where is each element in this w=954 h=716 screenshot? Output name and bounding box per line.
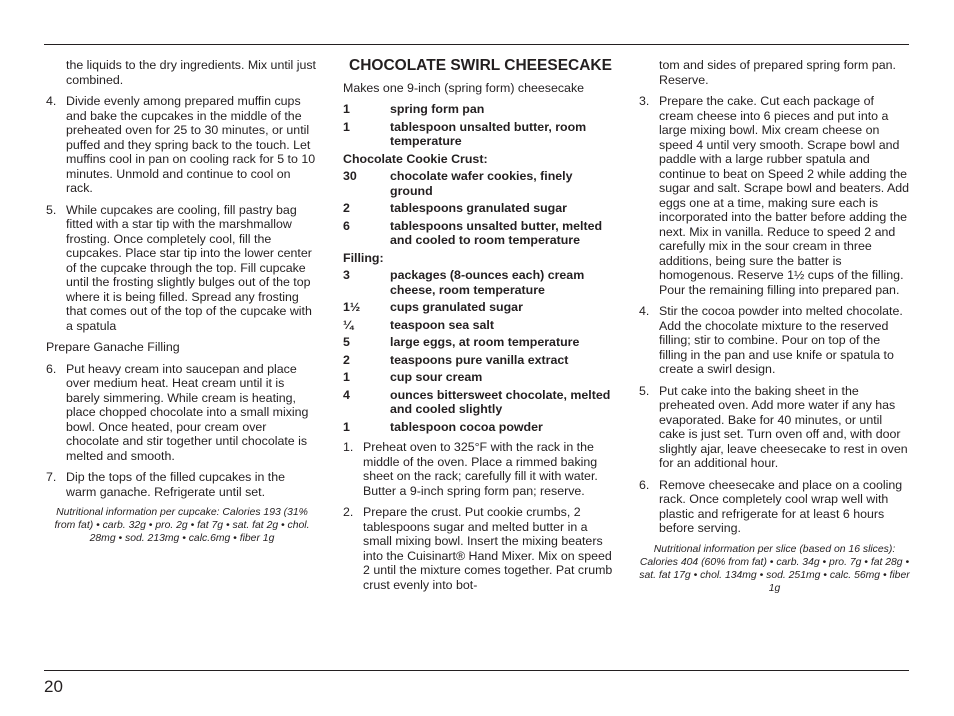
- step-4: [46, 94, 318, 196]
- ingredient-item: teaspoons pure vanilla extract: [390, 352, 569, 367]
- bottom-rule: [44, 670, 909, 671]
- step-2: [343, 505, 618, 592]
- ingredient-row: [343, 335, 618, 350]
- ingredient-row: [343, 370, 618, 385]
- ingredient-qty: 4: [343, 387, 350, 402]
- step-number: 3.: [639, 94, 650, 108]
- step-7: [46, 470, 318, 499]
- step-text: Put heavy cream into saucepan and place over medium heat. Heat cream until it is barely simmering. While cream is heating, place chopped chocolate into a small mixing bowl. Once heated, pour cream over chocolate and stir together until chocolate is melted and smooth.: [66, 361, 309, 463]
- ingredient-item: chocolate wafer cookies, finely ground: [390, 169, 573, 198]
- column-2: [343, 58, 618, 599]
- step-text: Divide evenly among prepared muffin cups and bake the cupcakes in the middle of the preheated oven for 25 to 30 minutes, or until puffed and they spring back to the touch. Let muffins cool in pan on cooling rack for 5 to 10 minutes. Unmold and continue to cool on rack.: [66, 94, 316, 195]
- continued-paragraph: the liquids to the dry ingredients. Mix until just combined.: [66, 58, 317, 87]
- ingredient-qty: 1: [343, 119, 350, 134]
- step-number: 6.: [46, 361, 57, 376]
- ingredient-item: spring form pan: [390, 102, 485, 116]
- step-text: Stir the cocoa powder into melted chocolate. Add the chocolate mixture to the reserved filling; stir to combine. Pour on top of the filling in the pan and use knife or spatula to create a swirl design.: [659, 304, 903, 376]
- ingredient-row: [343, 353, 618, 368]
- top-rule: [44, 44, 909, 45]
- step-number: 4.: [46, 94, 57, 108]
- continued-paragraph: tom and sides of prepared spring form pan. Reserve.: [659, 58, 896, 87]
- step-5: [639, 384, 910, 471]
- step-text: Prepare the cake. Cut each package of cream cheese into 6 pieces and put into a large mixing bowl. Mix cream cheese on speed 4 until very smooth. Scrape bowl and paddle with a large rubber spatula and continue to beat on Speed 2 while adding the sugar and salt. Scrape bowl and beaters. Add eggs one at a time, making sure each is incorporated into the batter before adding the next. Mix in vanilla. Reduce to speed 2 and carefully mix in the sour cream in three additions, being sure the batter is homogenous. Reserve 1½ cups of the filling. Pour the remaining filling into prepared pan.: [659, 94, 910, 297]
- ingredient-qty: 2: [343, 201, 350, 215]
- ingredient-item: cup sour cream: [390, 370, 483, 384]
- ingredient-row: [343, 102, 618, 117]
- step-number: 7.: [46, 470, 57, 484]
- step-number: 6.: [639, 477, 650, 492]
- ingredient-qty: 2: [343, 352, 350, 367]
- ingredient-item: packages (8-ounces each) cream cheese, room temperature: [390, 268, 585, 297]
- ingredient-item: cups granulated sugar: [390, 300, 523, 314]
- ingredient-qty: 1: [343, 102, 350, 116]
- ingredient-row: [343, 420, 618, 435]
- ingredient-qty: 1: [343, 419, 350, 434]
- section-heading-ganache: Prepare Ganache Filling: [46, 340, 180, 354]
- ingredient-item: tablespoon unsalted butter, room temperature: [390, 119, 587, 148]
- step-number: 4.: [639, 304, 650, 318]
- filling-heading: Filling:: [343, 250, 384, 265]
- step-number: 2.: [343, 505, 354, 519]
- ingredient-item: tablespoon cocoa powder: [390, 419, 543, 434]
- ingredient-row: [343, 219, 618, 248]
- ingredient-item: ounces bittersweet chocolate, melted and cooled slightly: [390, 387, 611, 416]
- ingredient-row: [343, 388, 618, 417]
- ingredient-qty: 30: [343, 169, 357, 183]
- ingredient-row: [343, 318, 618, 333]
- column-1: [46, 58, 318, 545]
- nutrition-info-cupcake: Nutritional information per cupcake: Calories 193 (31% from fat) • carb. 32g • pro. 2g • fat 7g • sat. fat 2g • chol. 28mg • sod. 213mg • calc.6mg • fiber 1g: [54, 507, 310, 544]
- ingredient-item: tablespoons unsalted butter, melted and cooled to room temperature: [390, 218, 603, 247]
- step-3: [639, 94, 910, 297]
- page-number: 20: [44, 677, 63, 696]
- ingredient-item: teaspoon sea salt: [390, 317, 494, 332]
- step-6: [639, 478, 910, 536]
- step-text: While cupcakes are cooling, fill pastry bag fitted with a star tip with the marshmallow frosting. Once completely cool, fill the cupcakes. Place star tip into the lower center of the cupcake through the top. Fill cupcake until the frosting slightly bulges out of the top where it is being filled. Spread any frosting that comes out of the top of the cupcake with a spatula: [66, 202, 312, 333]
- step-text: Preheat oven to 325°F with the rack in the middle of the oven. Place a rimmed baking sheet on the rack; carefully fill it with water. Butter a 9-inch spring form pan; reserve.: [363, 440, 598, 498]
- ingredient-row: [343, 268, 618, 297]
- ingredient-qty: 3: [343, 268, 350, 282]
- step-1: [343, 440, 618, 498]
- ingredient-qty: ¼: [343, 317, 354, 332]
- step-4: [639, 304, 910, 377]
- ingredient-row: [343, 120, 618, 149]
- ingredient-row: [343, 201, 618, 216]
- recipe-yield: Makes one 9-inch (spring form) cheesecake: [343, 80, 585, 95]
- ingredient-row: [343, 300, 618, 315]
- column-3: [639, 58, 910, 595]
- step-number: 5.: [46, 202, 57, 217]
- nutrition-info-slice: Nutritional information per slice (based on 16 slices): Calories 404 (60% from fat) • carb. 34g • pro. 7g • fat 28g • sat. fat 17g • chol. 134mg • sod. 251mg • calc. 56mg • fiber 1g: [639, 543, 910, 594]
- ingredient-row: [343, 169, 618, 198]
- ingredient-item: tablespoons granulated sugar: [390, 201, 567, 215]
- step-text: Remove cheesecake and place on a cooling rack. Once completely cool wrap well with plastic and refrigerate for at least 6 hours before serving.: [659, 477, 903, 535]
- ingredient-qty: 1½: [343, 300, 361, 314]
- step-text: Put cake into the baking sheet in the preheated oven. Add more water if any has evaporated. Bake for 40 minutes, or until cake is just set. Turn oven off and, with door slightly ajar, leave cheesecake to rest in oven for an additional hour.: [659, 383, 908, 470]
- ingredient-item: large eggs, at room temperature: [390, 335, 580, 349]
- step-5: [46, 203, 318, 334]
- step-number: 5.: [639, 383, 650, 398]
- recipe-title: CHOCOLATE SWIRL CHEESECAKE: [349, 57, 612, 74]
- ingredient-qty: 1: [343, 370, 350, 384]
- step-text: Dip the tops of the filled cupcakes in the warm ganache. Refrigerate until set.: [66, 470, 286, 499]
- crust-heading: Chocolate Cookie Crust:: [343, 151, 488, 166]
- step-number: 1.: [343, 440, 354, 454]
- ingredient-qty: 5: [343, 335, 350, 349]
- step-6: [46, 362, 318, 464]
- step-text: Prepare the crust. Put cookie crumbs, 2 tablespoons sugar and melted butter in a small mixing bowl. Insert the mixing beaters into the Cuisinart® Hand Mixer. Mix on speed 2 until the mixture comes together. Pat crumb crust evenly into bot-: [363, 505, 613, 592]
- ingredient-qty: 6: [343, 218, 350, 233]
